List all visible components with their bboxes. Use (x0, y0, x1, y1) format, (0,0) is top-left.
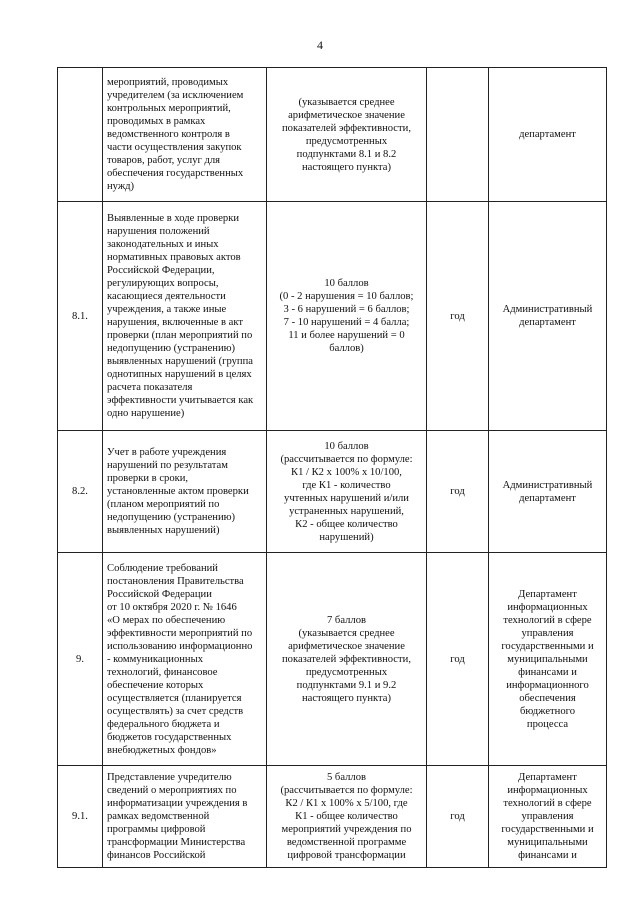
responsible-department (489, 431, 607, 553)
row-number: 9.1. (58, 766, 103, 868)
text-line: ведомственного контроля в (107, 129, 230, 140)
table-row (58, 202, 607, 431)
text-line: департамент (519, 492, 576, 504)
text-line: информационного (506, 679, 589, 691)
text-line: обеспечения (519, 692, 576, 704)
text-line: Учет в работе учреждения (107, 447, 227, 458)
text-line: управления (521, 627, 574, 639)
text-line: цифровой трансформации (287, 850, 406, 861)
text-line: Соблюдение требований (107, 562, 218, 574)
indicator-description (103, 766, 267, 868)
text-line: арифметическое значение (288, 640, 405, 652)
text-line: 10 баллов (324, 440, 369, 452)
text-line: баллов) (329, 343, 364, 354)
text-line: департамент (519, 129, 576, 140)
row-number: 9. (58, 553, 103, 766)
text-line: К2 / К1 х 100% х 5/100, где (285, 798, 408, 809)
text-line: 11 и более нарушений = 0 (288, 330, 405, 341)
text-line: муниципальными (507, 837, 588, 848)
text-line: учредителем (за исключением (107, 90, 244, 101)
text-line: настоящего пункта) (301, 161, 392, 173)
text-line: нарушений) (319, 531, 374, 543)
text-line: финансами и (518, 666, 577, 678)
reporting-period (427, 68, 489, 202)
text-line: информационных (507, 601, 588, 613)
text-line: финансов Российской (107, 850, 206, 861)
text-line: (указывается среднее (298, 627, 395, 639)
text-line: 3 - 6 нарушений = 6 баллов; (283, 304, 410, 315)
reporting-period: год (427, 766, 489, 868)
text-line: показателей эффективности, (282, 653, 411, 665)
responsible-department (489, 202, 607, 431)
text-line: выявленных нарушений) (107, 525, 220, 536)
reporting-period: год (427, 431, 489, 553)
text-line: технологий, финансовое (107, 666, 218, 678)
text-line: (рассчитывается по формуле: (280, 453, 413, 465)
text-line: Административный (502, 479, 593, 491)
row-number (58, 68, 103, 202)
text-line: проводимых в рамках (107, 116, 206, 127)
reporting-period: год (427, 553, 489, 766)
text-line: эффективности учитывается как (107, 395, 254, 406)
row-number: 8.1. (58, 202, 103, 431)
text-line: департамент (519, 317, 576, 328)
text-line: сведений о мероприятиях по (107, 785, 237, 796)
text-line: мероприятий учреждения по (281, 824, 412, 835)
text-line: 7 - 10 нарушений = 4 балла; (283, 317, 410, 328)
text-line: федерального бюджета и (107, 718, 220, 730)
indicator-value (267, 553, 427, 766)
text-line: части осуществления закупок (107, 142, 242, 153)
text-line: обеспечения государственных (107, 168, 244, 179)
text-line: информатизации учреждения в (107, 798, 248, 809)
text-line: ведомственной программе (286, 837, 407, 848)
text-line: от 10 октября 2020 г. № 1646 (107, 601, 237, 613)
text-line: эффективности мероприятий по (107, 627, 253, 639)
text-line: 7 баллов (326, 614, 366, 626)
text-line: (рассчитывается по формуле: (280, 785, 413, 796)
text-line: обеспечение которых (107, 679, 204, 691)
text-line: Департамент (518, 772, 577, 783)
indicators-table-body (58, 68, 607, 868)
text-line: Российской Федерации (107, 588, 212, 600)
text-line: нарушений по результатам (107, 460, 228, 471)
text-line: Административный (502, 304, 593, 315)
text-line: государственными и (501, 824, 594, 835)
text-line: К2 - общее количество (295, 518, 398, 530)
reporting-period: год (427, 202, 489, 431)
text-line: Департамент (518, 588, 577, 600)
text-line: подпунктами 9.1 и 9.2 (296, 679, 397, 691)
text-line: программы цифровой (107, 824, 206, 835)
text-line: арифметическое значение (288, 109, 405, 121)
text-line: проверки (план мероприятий по (107, 330, 253, 341)
text-line: осуществляется (планируется (107, 692, 242, 704)
text-line: - коммуникационных (107, 653, 204, 665)
text-line: «О мерах по обеспечению (107, 614, 226, 626)
text-line: постановления Правительства (107, 575, 244, 587)
text-line: информационных (507, 785, 588, 796)
text-line: предусмотренных (305, 666, 388, 678)
text-line: (планом мероприятий по (107, 499, 220, 510)
text-line: настоящего пункта) (301, 692, 392, 704)
responsible-department (489, 553, 607, 766)
table-row (58, 766, 607, 868)
text-line: контрольных мероприятий, (107, 103, 231, 114)
indicator-value (267, 202, 427, 431)
text-line: показателей эффективности, (282, 122, 411, 134)
text-line: предусмотренных (305, 135, 388, 147)
text-line: касающиеся деятельности (107, 291, 226, 302)
text-line: технологий в сфере (503, 798, 592, 809)
text-line: недопущению (устранению) (107, 512, 236, 523)
text-line: законодательных и иных (107, 239, 219, 250)
indicator-description (103, 68, 267, 202)
responsible-department (489, 766, 607, 868)
text-line: управления (521, 811, 574, 822)
text-line: Российской Федерации, (107, 265, 215, 276)
responsible-department (489, 68, 607, 202)
indicator-description (103, 431, 267, 553)
text-line: 10 баллов (324, 278, 369, 289)
text-line: Выявленные в ходе проверки (107, 213, 240, 224)
text-line: мероприятий, проводимых (107, 77, 229, 88)
indicator-description (103, 553, 267, 766)
text-line: трансформации Министерства (107, 837, 246, 848)
text-line: выявленных нарушений (группа (107, 356, 253, 367)
text-line: внебюджетных фондов» (107, 744, 217, 756)
text-line: регулирующих вопросы, (107, 278, 219, 289)
indicator-description (103, 202, 267, 431)
text-line: финансами и (518, 850, 577, 861)
text-line: учреждения, а также иные (107, 304, 227, 315)
text-line: нужд) (107, 181, 135, 192)
text-line: однотипных нарушений в целях (107, 369, 252, 380)
text-line: нормативных правовых актов (107, 252, 241, 263)
indicator-value (267, 766, 427, 868)
text-line: проверки в сроки, (107, 473, 189, 484)
text-line: недопущению (устранению) (107, 343, 236, 354)
text-line: Представление учредителю (107, 772, 232, 783)
text-line: К1 - общее количество (295, 811, 398, 822)
text-line: учтенных нарушений и/или (284, 492, 409, 504)
text-line: товаров, работ, услуг для (107, 155, 221, 166)
text-line: где К1 - количество (302, 479, 391, 491)
text-line: рамках ведомственной (107, 811, 210, 822)
row-number: 8.2. (58, 431, 103, 553)
text-line: осуществлять) за счет средств (107, 705, 244, 717)
table-row (58, 68, 607, 202)
text-line: использованию информационно (107, 640, 253, 652)
text-line: подпунктами 8.1 и 8.2 (296, 148, 397, 160)
text-line: одно нарушение) (107, 408, 185, 419)
text-line: 5 баллов (326, 772, 366, 783)
text-line: (0 - 2 нарушения = 10 баллов; (279, 291, 414, 302)
text-line: технологий в сфере (503, 614, 592, 626)
indicator-value (267, 431, 427, 553)
table-row (58, 431, 607, 553)
text-line: муниципальными (507, 653, 588, 665)
text-line: бюджетного (519, 705, 575, 717)
indicator-value (267, 68, 427, 202)
page-number: 4 (317, 38, 323, 52)
text-line: устраненных нарушений, (289, 505, 404, 517)
text-line: нарушения положений (107, 226, 210, 237)
text-line: нарушения, включенные в акт (107, 317, 243, 328)
text-line: К1 / К2 х 100% х 10/100, (291, 466, 402, 478)
text-line: установленные актом проверки (107, 486, 249, 497)
indicators-table (57, 67, 607, 868)
text-line: (указывается среднее (298, 96, 395, 108)
text-line: расчета показателя (107, 382, 193, 393)
text-line: процесса (526, 718, 569, 730)
text-line: государственными и (501, 640, 594, 652)
text-line: бюджетов государственных (107, 731, 232, 743)
table-row (58, 553, 607, 766)
